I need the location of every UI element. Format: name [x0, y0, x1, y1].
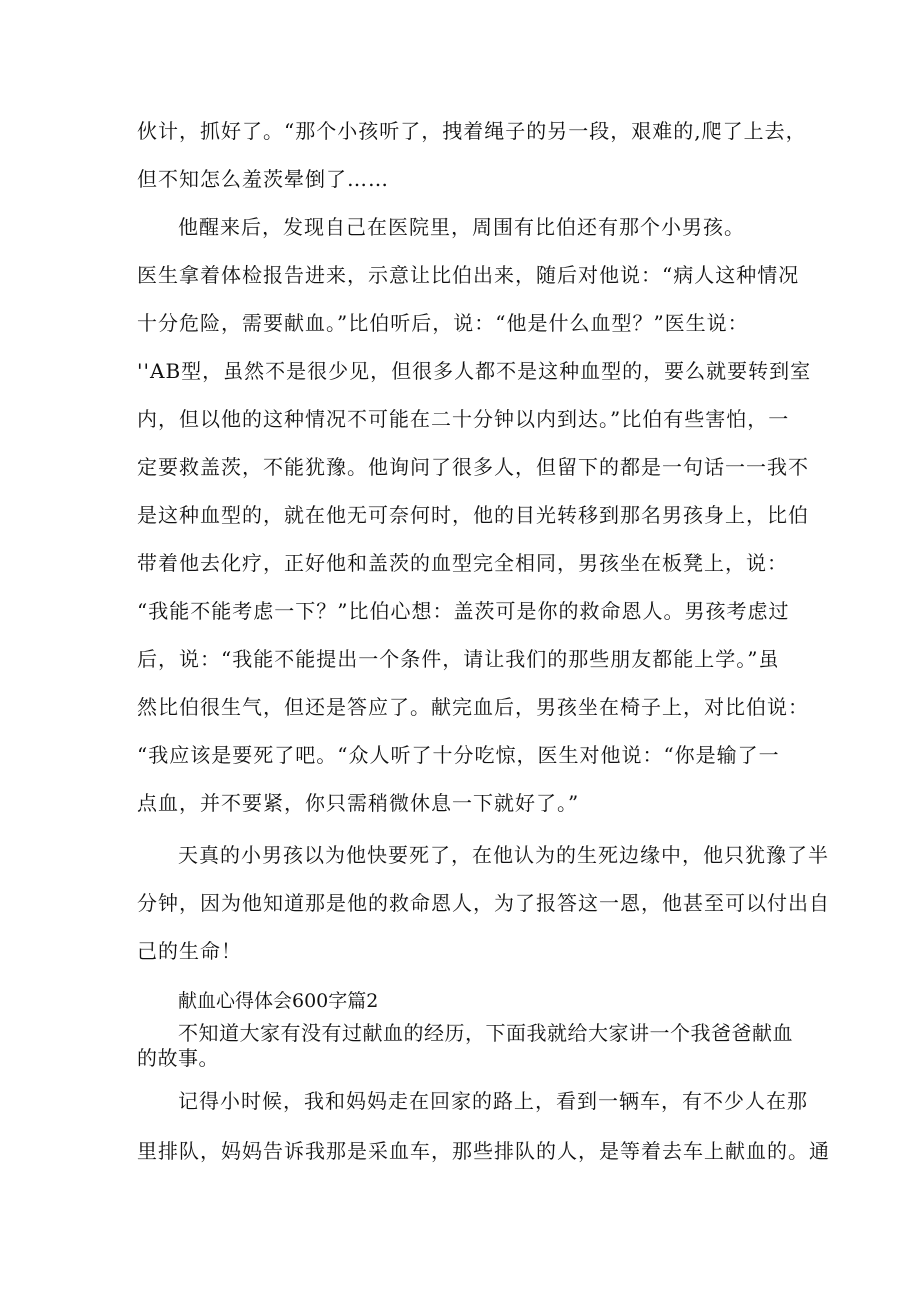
text-line: “我能不能考虑一下？”比伯心想：盖茨可是你的救命恩人。男孩考虑过 [137, 599, 790, 623]
text-line: 定要救盖茨，不能犹豫。他询问了很多人，但留下的都是一句话一一我不 [137, 455, 809, 479]
text-line: 己的生命！ [137, 939, 242, 963]
text-line: 的故事。 [137, 1046, 219, 1070]
text-line: 伙计，抓好了。“那个小孩听了，拽着绳子的另一段，艰难的,爬了上去， [137, 119, 807, 143]
text-line: 记得小时候，我和妈妈走在回家的路上，看到一辆车，有不少人在那 [178, 1089, 808, 1113]
text-line: ''AB型，虽然不是很少见，但很多人都不是这种血型的，要么就要转到室 [137, 359, 812, 383]
text-line: 点血，并不要紧，你只需稍微休息一下就好了。” [137, 791, 580, 815]
text-line: 天真的小男孩以为他快要死了，在他认为的生死边缘中，他只犹豫了半 [178, 843, 829, 867]
text-line: 但不知怎么羞茨晕倒了…… [137, 167, 389, 191]
section-title: 献血心得体会600字篇2 [178, 990, 379, 1012]
text-line: 医生拿着体检报告进来，示意让比伯出来，随后对他说：“病人这种情况 [137, 263, 800, 287]
text-line: 后，说：“我能不能提出一个条件，请让我们的那些朋友都能上学。”虽 [137, 647, 780, 671]
text-line: 十分危险，需要献血。”比伯听后，说：“他是什么血型？”医生说： [137, 311, 749, 335]
text-line: 内，但以他的这种情况不可能在二十分钟以内到达。”比伯有些害怕，一 [137, 407, 790, 431]
text-line: 是这种血型的，就在他无可奈何时，他的目光转移到那名男孩身上，比伯 [137, 503, 809, 527]
text-line: “我应该是要死了吧。“众人听了十分吃惊，医生对他说：“你是输了一 [137, 743, 780, 767]
text-line: 不知道大家有没有过献血的经历，下面我就给大家讲一个我爸爸献血 [178, 1021, 793, 1045]
text-line: 他醒来后，发现自己在医院里，周围有比伯还有那个小男孩。 [178, 215, 745, 239]
text-line: 然比伯很生气，但还是答应了。献完血后，男孩坐在椅子上，对比伯说： [137, 695, 809, 719]
text-line: 里排队，妈妈告诉我那是采血车，那些排队的人，是等着去车上献血的。通 [137, 1139, 830, 1163]
text-line: 分钟，因为他知道那是他的救命恩人，为了报答这一恩，他甚至可以付出自 [137, 891, 830, 915]
text-line: 带着他去化疗，正好他和盖茨的血型完全相同，男孩坐在板凳上，说： [137, 551, 788, 575]
